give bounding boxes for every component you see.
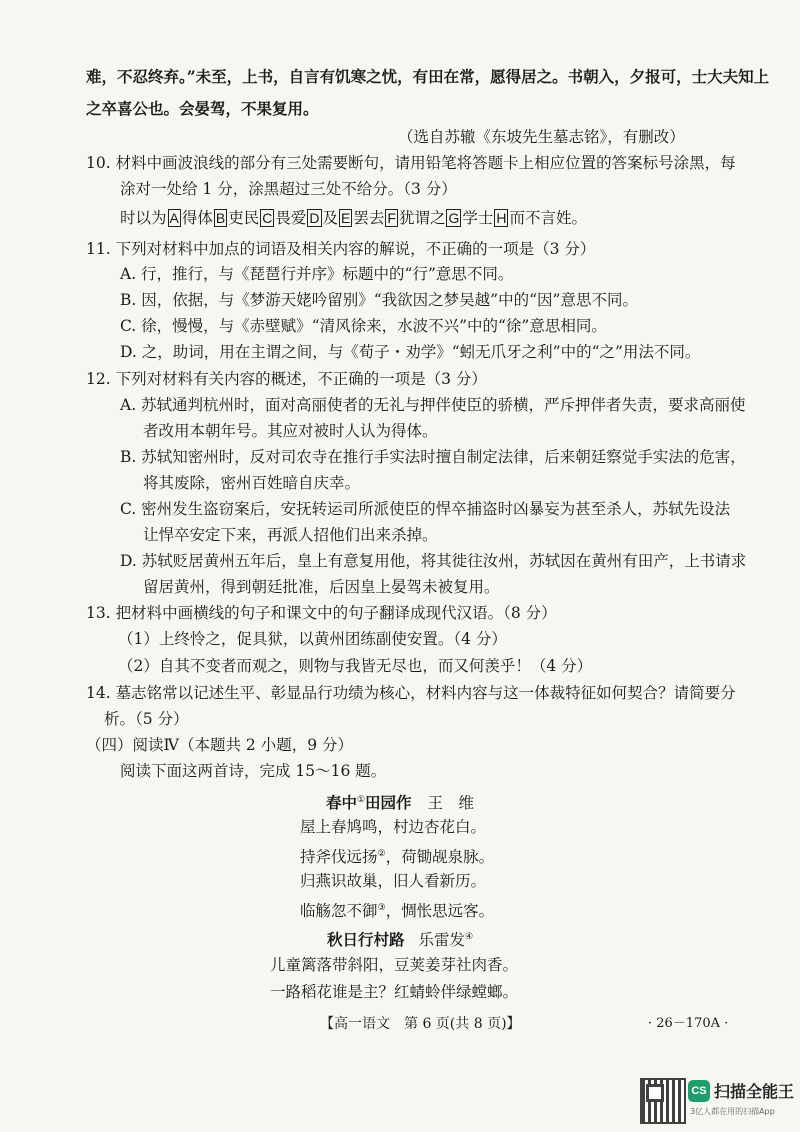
poem-title-text: 秋日行村路: [326, 930, 405, 950]
option-box-f[interactable]: F: [387, 210, 396, 226]
poem-1-line-4: [300, 897, 494, 922]
question-12: 12. 下列对材料有关内容的概述，不正确的一项是（3 分）: [86, 370, 487, 388]
question-12-option-c-2: 让悍卒安定下来，再派人招他们出来杀掉。: [143, 526, 438, 544]
footnote-marker: ①: [356, 795, 366, 805]
option-box-b[interactable]: B: [215, 210, 226, 226]
section-heading: （四）阅读Ⅳ（本题共 2 小题，9 分）: [86, 736, 353, 754]
question-14-line-2: 析。（5 分）: [104, 710, 189, 728]
question-10-line-2: 涂对一处给 1 分，涂黑超过三处不给分。（3 分）: [120, 180, 457, 198]
option-box-e[interactable]: E: [341, 210, 351, 226]
poem-1-line-2: [300, 843, 494, 868]
poem-text: 临觞忽不御: [300, 902, 378, 921]
option-text: 及: [322, 209, 339, 227]
poem-author: 乐雷发: [418, 931, 465, 950]
question-11-option-c: C. 徐，慢慢，与《赤壁赋》“清风徐来，水波不兴”中的“徐”意思相同。: [120, 317, 607, 335]
option-box-g[interactable]: G: [448, 210, 460, 226]
option-text: 犹谓之: [398, 209, 446, 227]
question-11-option-d: D. 之，助词，用在主谓之间，与《荀子・劝学》“蚓无爪牙之利”中的“之”用法不同。: [120, 343, 701, 361]
option-text: 畏爱: [275, 209, 307, 227]
question-13: 13. 把材料中画横线的句子和课文中的句子翻译成现代汉语。（8 分）: [86, 604, 557, 622]
poem-2-line-2: 一路稻花谁是主？红蜻蛉伴绿螳螂。: [270, 983, 519, 1001]
option-box-d[interactable]: D: [309, 210, 320, 226]
scanner-tagline: 3亿人都在用的扫描App: [690, 1107, 775, 1116]
question-12-option-b-2: 将其废除，密州百姓暗自庆幸。: [143, 474, 361, 492]
footnote-marker: ②: [377, 849, 386, 859]
poem-2-line-1: 儿童篱落带斜阳，豆荚姜芽社肉香。: [270, 956, 519, 974]
question-13-part-2: （2）自其不变者而观之，则物与我皆无尽也，而又何羡乎！（4 分）: [118, 657, 593, 675]
poem-1-line-1: 屋上春鸠鸣，村边杏花白。: [300, 818, 487, 836]
question-12-option-d-1: D. 苏轼贬居黄州五年后，皇上有意复用他，将其徙往汝州，苏轼因在黄州有田产，上书请求: [120, 552, 747, 570]
option-text: 罢去: [353, 209, 385, 227]
option-box-h[interactable]: H: [496, 210, 507, 226]
option-text: 而不言姓。: [509, 209, 587, 227]
question-14-line-1: 14. 墓志铭常以记述生平、彰显品行功绩为核心，材料内容与这一体裁特征如何契合？请简要分: [86, 684, 736, 702]
question-12-option-a-2: 者改用本朝年号。其应对被时人认为得体。: [143, 422, 438, 440]
scanner-logo-icon: CS: [688, 1080, 710, 1102]
poem-text: ，惆怅思远客。: [385, 902, 495, 921]
poem-author: 王 维: [427, 794, 475, 813]
poem-2-title: [0, 926, 800, 951]
poem-1-line-3: 归燕识故巢，旧人看新历。: [300, 872, 487, 890]
question-10-options: [120, 207, 587, 229]
question-12-option-d-2: 留居黄州，得到朝廷批准，后因皇上晏驾未被复用。: [143, 578, 500, 596]
question-10-line-1: 10. 材料中画波浪线的部分有三处需要断句，请用铅笔将答题卡上相应位置的答案标号涂黑，每: [86, 154, 736, 172]
poem-text: 持斧伐远扬: [300, 848, 378, 867]
passage-line-1: 难，不忍终弃。”未至，上书，自言有饥寒之忧，有田在常，愿得居之。书朝入，夕报可，士大夫知上: [86, 67, 770, 86]
qr-code: [640, 1078, 686, 1124]
question-11-option-b: B. 因，依据，与《梦游天姥吟留别》“我欲因之梦吴越”中的“因”意思不同。: [120, 291, 638, 309]
footer-code: · 26－170A ·: [648, 1016, 729, 1031]
footnote-marker: ④: [464, 932, 474, 942]
option-text: 时以为: [120, 209, 167, 227]
question-13-part-1: （1）上终怜之，促具狱，以黄州团练副使安置。（4 分）: [118, 630, 507, 648]
question-12-option-a-1: A. 苏轼通判杭州时，面对高丽使者的无礼与押伴使臣的骄横，严斥押伴者失责，要求高丽使: [120, 396, 746, 414]
poem-title-text: 田园作: [365, 793, 412, 813]
option-text: 得体: [181, 209, 213, 227]
question-12-option-b-1: B. 苏轼知密州时，反对司农寺在推行手实法时擅自制定法律，后来朝廷察觉手实法的危害，: [120, 448, 746, 466]
option-box-a[interactable]: A: [169, 210, 179, 226]
poem-text: ，荷锄觇泉脉。: [385, 848, 495, 867]
option-text: 学士: [462, 209, 494, 227]
source-citation: （选自苏辙《东坡先生墓志铭》，有删改）: [398, 128, 685, 146]
reading-instruction: 阅读下面这两首诗，完成 15～16 题。: [120, 762, 387, 780]
passage-line-2: 之卒喜公也。会晏驾，不果复用。: [86, 99, 319, 118]
poem-1-title: [0, 789, 800, 814]
page-footer: 【高一语文 第 6 页(共 8 页)】: [320, 1016, 521, 1032]
poem-title-text: 春中: [325, 793, 357, 813]
footnote-marker: ③: [377, 903, 386, 913]
question-11-option-a: A. 行，推行，与《琵琶行并序》标题中的“行”意思不同。: [120, 265, 514, 283]
option-text: 吏民: [228, 209, 260, 227]
scanner-app-name: 扫描全能王: [714, 1082, 795, 1101]
question-11: 11. 下列对材料中加点的词语及相关内容的解说，不正确的一项是（3 分）: [86, 240, 596, 258]
option-box-c[interactable]: C: [262, 210, 273, 226]
question-12-option-c-1: C. 密州发生盗窃案后，安抚转运司所派使臣的悍卒捕盗时凶暴妄为甚至杀人，苏轼先设法: [120, 500, 731, 518]
